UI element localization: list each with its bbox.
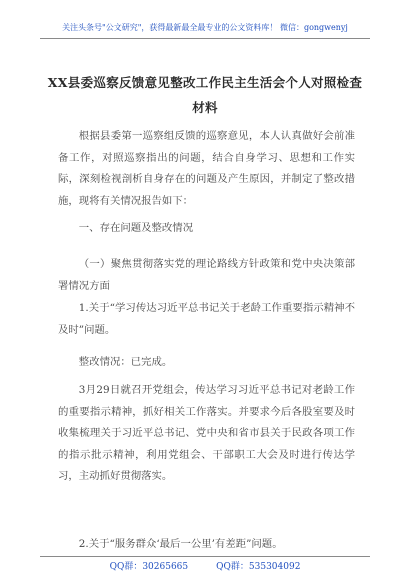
paragraph-intro: 根据县委第一巡察组反馈的巡察意见，本人认真做好会前准备工作，对照巡察指出的问题，结合自身学习、思想和工作实际，深刻检视剖析自身存在的问题及产生原因，并制定了整改措施，现将有关情况报告如下： [58,130,355,207]
subsection-heading-1: （一）聚焦贯彻落实党的理论路线方针政策和党中央决策部署情况方面 [58,258,355,292]
rectification-detail: 3月29日就召开党组会，传达学习习近平总书记对老龄工作的重要指示精神，抓好相关工作落实。并要求今后各股室要及时收集梳理关于习近平总书记、党中央和省市县关于民政各项工作的指示批示精神，利用党组会、干部职工大会及时进行传达学习，主动抓好贯彻落实。 [58,384,355,482]
rectification-status: 整改情况：已完成。 [78,356,173,368]
issue-item-2: 2.关于“服务群众‘最后一公里’有差距”问题。 [78,538,283,550]
footer [40,561,370,573]
footer-qq-group-2: QQ群：535304092 [216,562,301,572]
header-divider [40,38,370,39]
section-heading-1: 一、存在问题及整改情况 [78,222,194,234]
document-title: XX县委巡察反馈意见整改工作民主生活会个人对照检查材料 [47,75,363,115]
footer-divider [40,556,370,557]
footer-qq-group-1: QQ群：30265665 [109,562,189,572]
header-banner: 关注头条号"公文研究"，获得最新最全最专业的公文资料库！ 微信：gongwenyj [62,23,348,32]
issue-item-1: 1.关于“学习传达习近平总书记关于老龄工作重要指示精神不及时”问题。 [58,302,355,336]
